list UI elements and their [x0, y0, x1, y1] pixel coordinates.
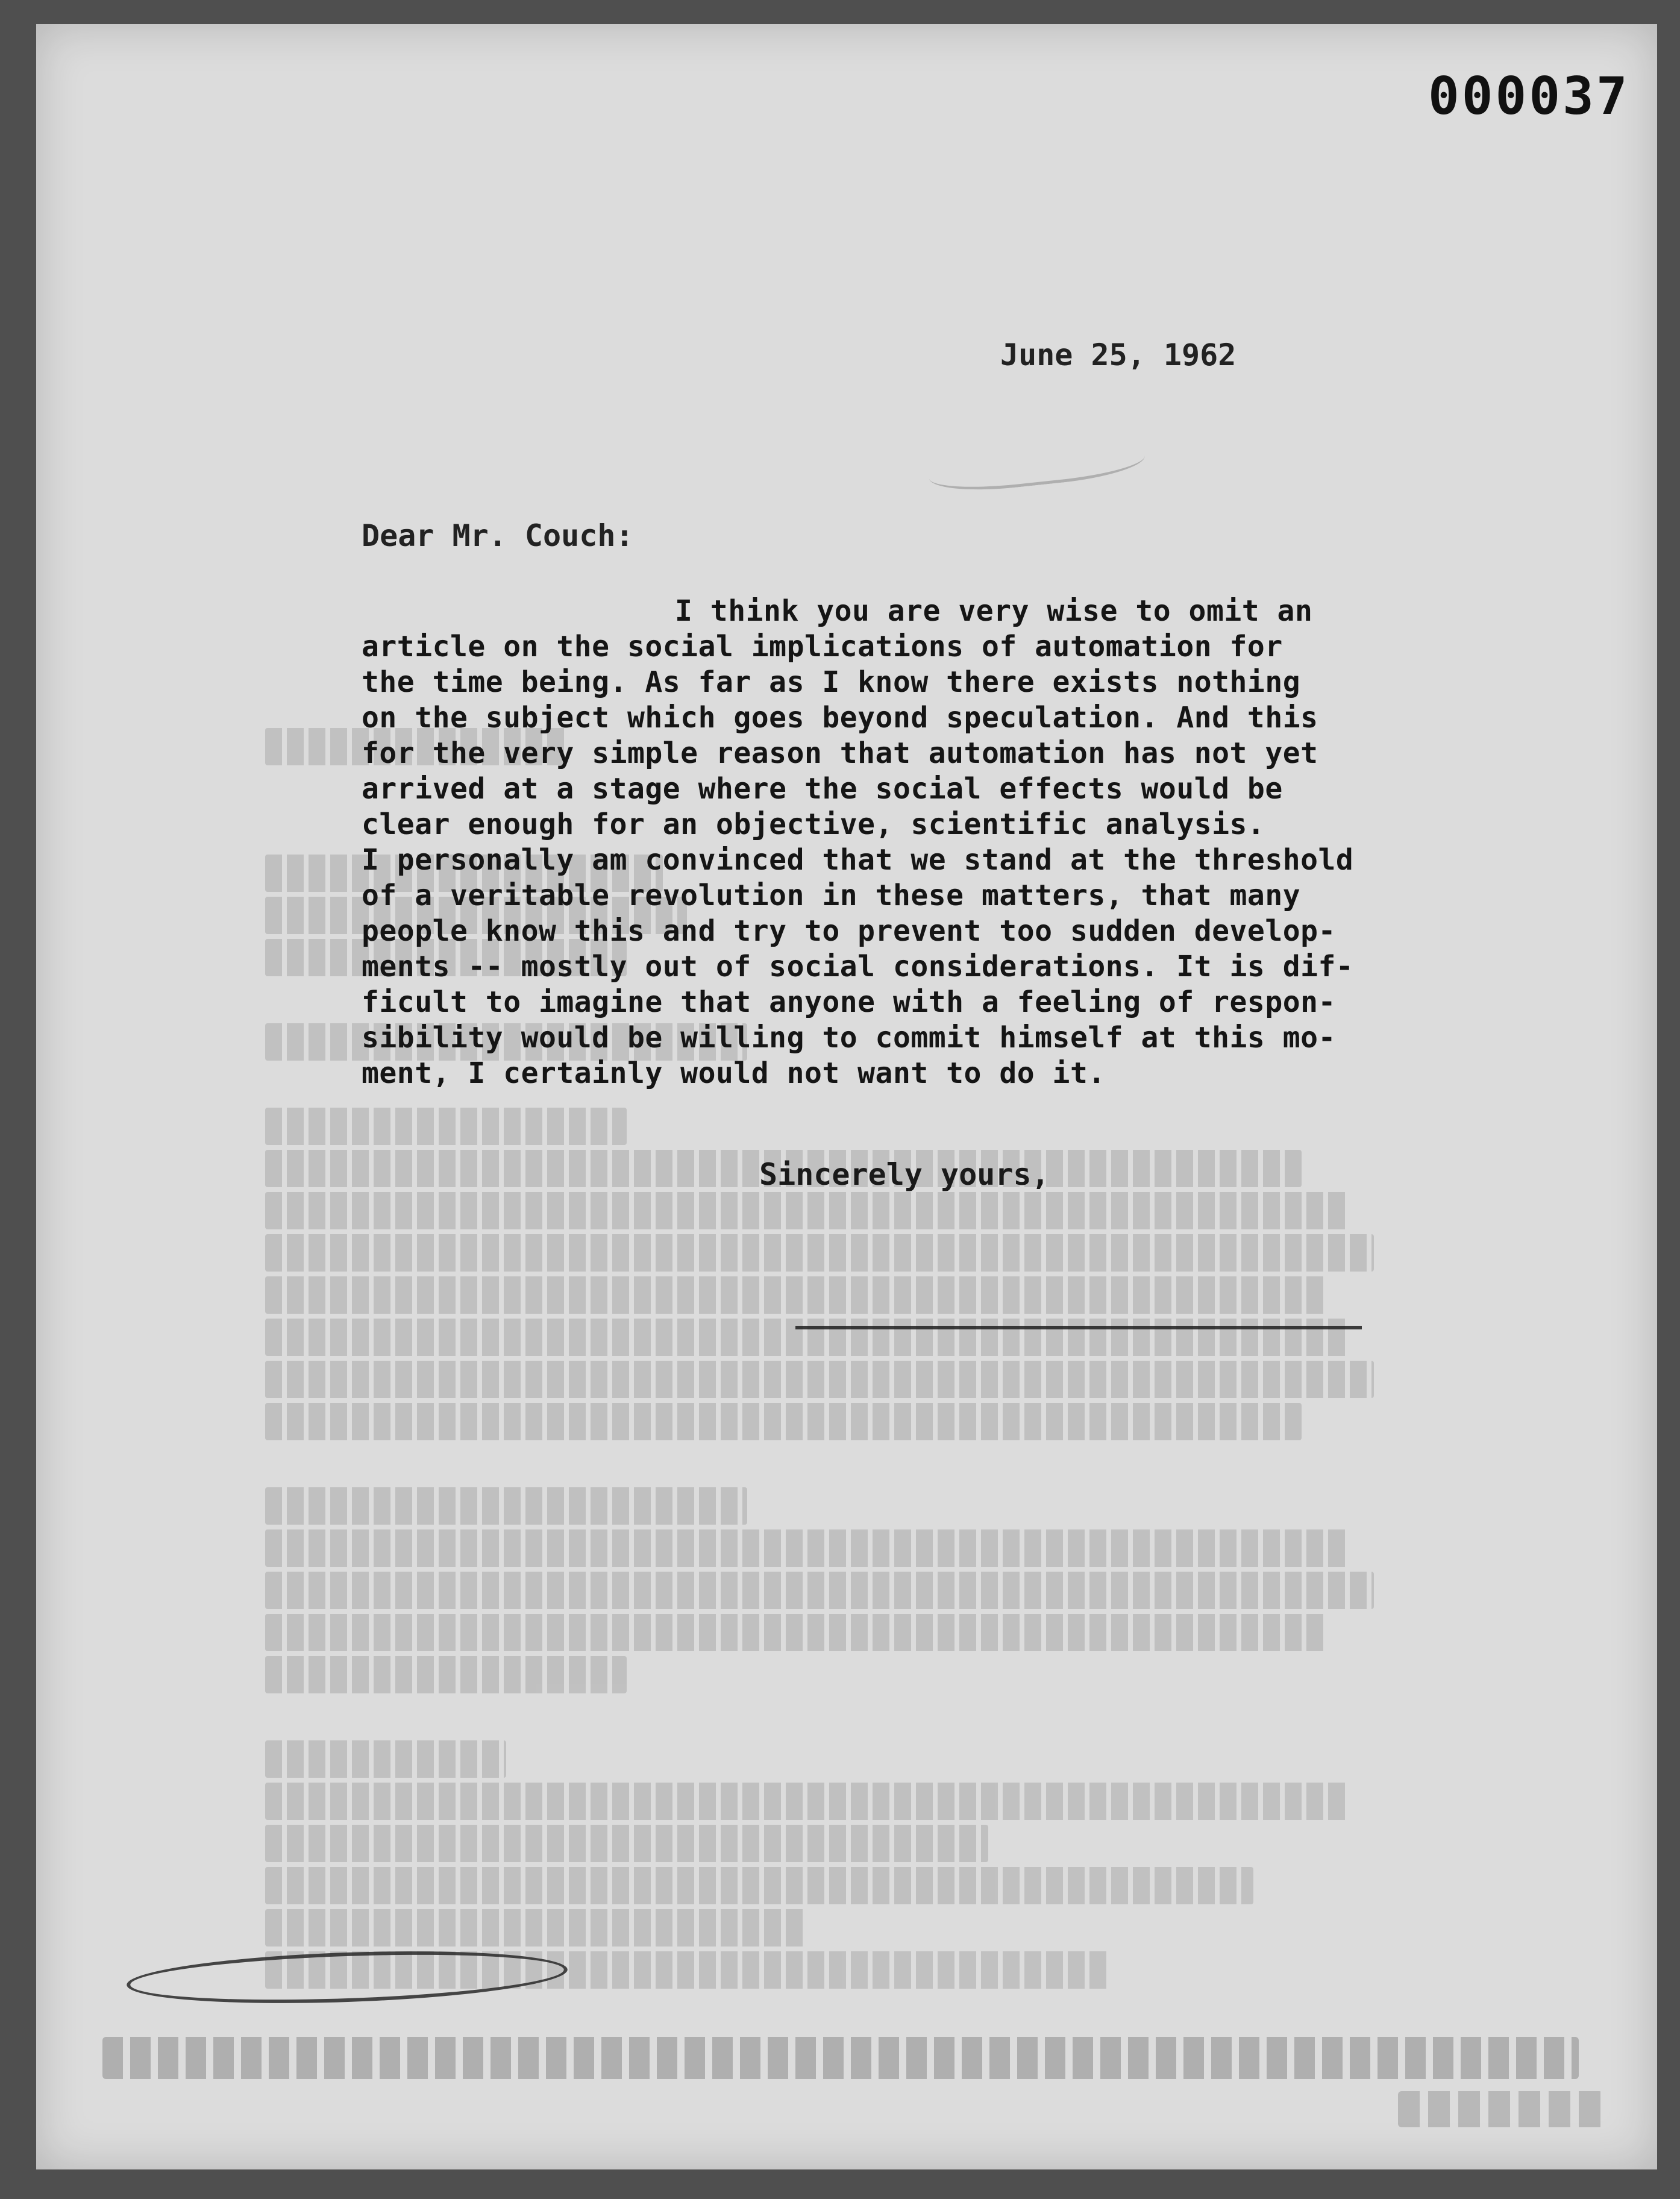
- body-line: arrived at a stage where the social effects would be: [362, 772, 1283, 806]
- body-line: clear enough for an objective, scientific analysis.: [362, 808, 1265, 841]
- faint-signature: [926, 428, 1147, 496]
- body-line: on the subject which goes beyond speculation. And this: [362, 701, 1318, 735]
- document-number: 000037: [1428, 66, 1630, 127]
- reverse-side-bleed-through: [265, 241, 1470, 1989]
- salutation: Dear Mr. Couch:: [362, 518, 634, 553]
- letter-body: [362, 594, 1506, 1091]
- body-line: people know this and try to prevent too sudden develop-: [362, 914, 1336, 948]
- faint-underline: [795, 1326, 1362, 1329]
- body-line: the time being. As far as I know there exists nothing: [362, 665, 1301, 699]
- body-line: ment, I certainly would not want to do it.: [362, 1056, 1106, 1090]
- body-line: I think you are very wise to omit an: [675, 594, 1313, 628]
- ink-circle-mark: [126, 1945, 568, 2009]
- reverse-number-bleed: [1398, 2091, 1603, 2127]
- body-line: ficult to imagine that anyone with a feeling of respon-: [362, 985, 1336, 1019]
- letter-date: June 25, 1962: [1000, 337, 1236, 372]
- letter-page: [36, 24, 1657, 2169]
- body-line: sibility would be willing to commit himself at this mo-: [362, 1021, 1336, 1055]
- body-line: for the very simple reason that automation has not yet: [362, 736, 1318, 770]
- body-line: article on the social implications of automation for: [362, 630, 1283, 663]
- body-line: I personally am convinced that we stand at the threshold: [362, 843, 1354, 877]
- closing: Sincerely yours,: [759, 1157, 1050, 1192]
- body-line: of a veritable revolution in these matters, that many: [362, 879, 1301, 912]
- body-line: ments -- mostly out of social considerations. It is dif-: [362, 950, 1354, 983]
- reverse-letterhead-bleed: [102, 2037, 1579, 2079]
